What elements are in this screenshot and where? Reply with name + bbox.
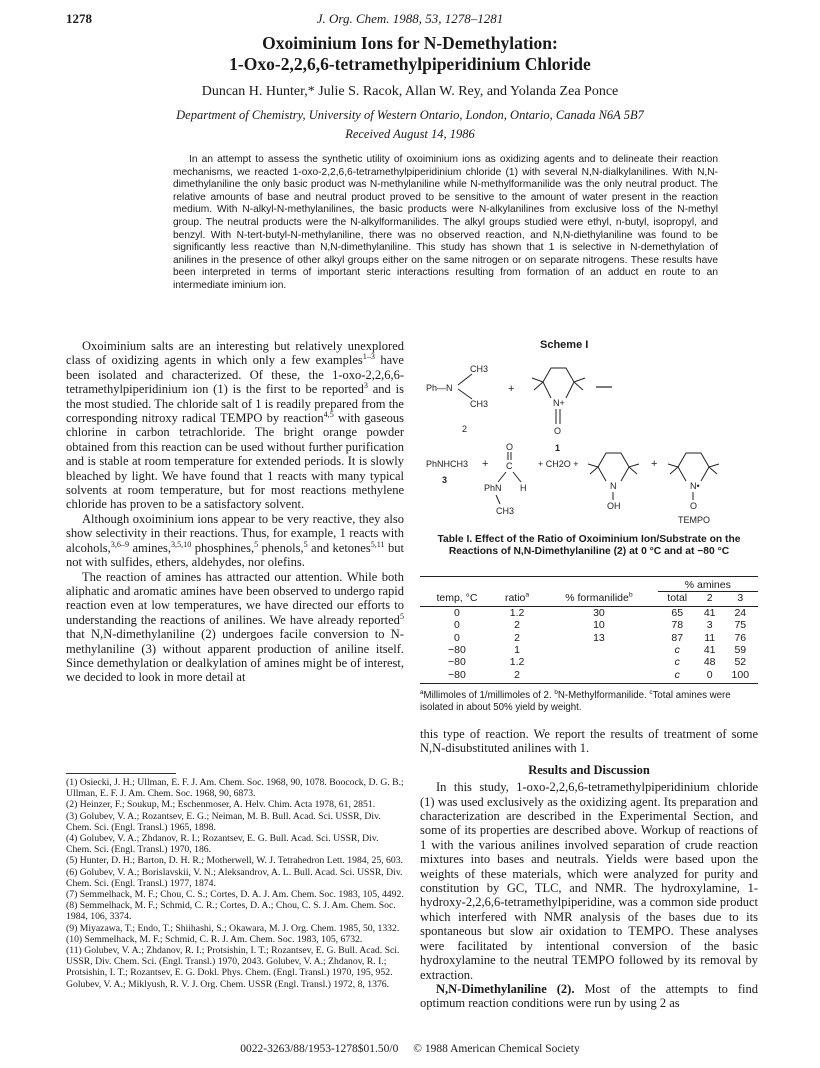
table-row: [420, 669, 758, 684]
bond: [458, 389, 472, 399]
phn-label: PhN: [484, 483, 502, 493]
cell-ratio: 2: [514, 619, 520, 632]
affiliation: Department of Chemistry, University of Western Ontario, London, Ontario, Canada N6A 5B7: [176, 108, 644, 122]
bond: [496, 495, 500, 504]
methyl-bond: [668, 464, 678, 467]
cell-ratio: 2: [494, 669, 540, 684]
cell-ratio: 2: [514, 631, 520, 644]
page-number: 1278: [66, 11, 92, 26]
cell-2: 0: [697, 669, 723, 684]
methyl-bond: [532, 378, 543, 382]
cell-total: 87: [671, 631, 684, 644]
cell-ratio: 1: [514, 644, 520, 657]
cell-temp: 0: [454, 619, 460, 632]
table-note-b: N-Methylformanilide.: [557, 690, 647, 701]
methyl-bond: [574, 382, 583, 390]
piperidinium-ring: [543, 368, 574, 398]
cell-temp: −80: [448, 656, 466, 669]
footnote: (5) Hunter, D. H.; Barton, D. H. R.; Motherwell, W. J. Tetrahedron Lett. 1984, 25, 603.: [66, 855, 403, 867]
tempo-ring: [678, 453, 709, 481]
footnote: (11) Golubev, V. A.; Zhdanov, R. I.; Protsishin, I. T.; Rozantsev, E. G. Bull. Acad. Sci. USSR, Div. Chem. Sci. (Engl. Transl.) 1970, 2043. Golubev, V. A.; Zhdanov, R. I.; Protsishin, I. T.; Rozantsev, E. G. Dokl. Phys. Chem. (Engl. Transl.) 1970, 195, 952. Golubev, V. A.; Miklyush, R. V. J. Org. Chem. USSR (Engl. Transl.) 1972, 8, 1376.: [66, 945, 400, 990]
cell-2: 41: [703, 606, 716, 619]
column-header-3: 3: [723, 592, 758, 606]
table-row: [420, 656, 758, 668]
cell-ratio: 1.2: [509, 606, 525, 619]
column-header-ratio: ratio$^a$: [494, 592, 540, 606]
methyl-bond: [709, 467, 717, 474]
journal-citation: J. Org. Chem. 1988, 53, 1278–1281: [316, 11, 504, 26]
cell-formanilide: 30: [593, 606, 605, 619]
bond: [598, 467, 606, 481]
cell-temp: 0: [454, 631, 460, 644]
copyright: © 1988 American Chemical Society: [413, 1043, 580, 1055]
nitroxyl-label: N•: [690, 481, 700, 491]
authors: Duncan H. Hunter,* Julie S. Racok, Allan W. Rey, and Yolanda Zea Ponce: [201, 84, 619, 99]
methyl-bond: [709, 464, 719, 467]
reaction-scheme: [420, 352, 758, 528]
table-row: [420, 632, 758, 644]
article-code: 0022-3263/88/1953-1278$01.50/0: [240, 1043, 399, 1055]
table-caption: Table I. Effect of the Ratio of Oxoiminium Ion/Substrate on the Reactions of N,N-Dimethylaniline (2) at 0 °C and at −80 °C: [437, 534, 741, 558]
received-date: Received August 14, 1986: [345, 127, 475, 141]
table-note-c: Total amines were isolated in about 50% yield by weight.: [420, 690, 731, 714]
bond: [543, 382, 551, 398]
results-paragraph-2: N,N-Dimethylaniline (2). Most of the attempts to find optimum reaction conditions were run by using 2 as: [420, 981, 758, 1011]
hydroxyl-label: OH: [607, 501, 621, 511]
compound-label-3: 3: [442, 475, 448, 485]
cell-total: 78: [671, 619, 684, 632]
page-footer: [0, 1043, 820, 1055]
cell-temp: −80: [448, 644, 466, 657]
footnote: (1) Osiecki, J. H.; Ullman, E. F. J. Am. Chem. Soc. 1968, 90, 1078. Boocock, D. G. B.; Ullman, E. F. J. Am. Chem. Soc. 1968, 90, 6873.: [66, 777, 404, 800]
results-paragraph-1: In this study, 1-oxo-2,2,6,6-tetramethylpiperidinium chloride (1) was used exclusively as the oxidizing agent. Its preparation and characterization are described in the Experimental Section, and some of its properties are described above. Workup of reactions of 1 with the various anilines involved separation of crude reaction mixtures into bases and neutrals. Yields were based upon the weights of these materials, which were analyzed for purity and constitution by GC, TLC, and NMR. The hydroxylamine, 1-hydroxy-2,2,6,6-tetramethylpiperidine, was a common side product which interfered with NMR analysis of the bases due to its spontaneous but slow air oxidation to TEMPO. These analyses were facilitated by intentional conversion of the basic hydroxylamine to the neutral TEMPO followed by its removal by extraction.: [420, 780, 758, 982]
table-row: [420, 619, 758, 631]
cell-total: c: [658, 669, 697, 684]
formaldehyde-label: + CH2O +: [538, 459, 579, 469]
footnote: (10) Semmelhack, M. F.; Schmid, C. R. J. Am. Chem. Soc. 1983, 105, 6732.: [66, 933, 363, 945]
methyl-label: CH3: [470, 364, 489, 374]
bond: [458, 374, 472, 385]
hydrogen-label: H: [520, 483, 527, 493]
cell-3: 75: [734, 619, 747, 632]
column-header-formanilide: % formanilide$^b$: [540, 592, 657, 606]
plus-sign: +: [508, 383, 515, 395]
cell-3: 52: [734, 656, 747, 669]
methyl-bond: [590, 467, 598, 474]
abstract-text: In an attempt to assess the synthetic utility of oxoiminium ions as oxidizing agents and to delineate their reaction mechanisms, we reacted 1-oxo-2,2,6,6-tetramethylpiperidinium chloride (1) with several N,N-dialkylanilines. With N,N-dimethylaniline the only basic product was N-methylaniline while N-methylformanilide was the only neutral product. The relative amounts of base and neutral product proved to be sensitive to the amount of water present in the reaction medium. With N-alkyl-N-methylanilines, the basic products were N-alkylanilines from exclusive loss of the N-methyl group. The neutral products were the N-alkylformanilides. The alkyl groups studied were ethyl, n-butyl, isopropyl, and benzyl. With N-tert-butyl-N-methylaniline, there was no observed reaction, and N,N-diethylaniline was found to be significantly less reactive than N,N-dimethylaniline. This study has shown that 1 is selective in N-demethylation of anilines in the presence of other alkyl groups either on the same nitrogen or on separate nitrogens. These results have been interpreted in terms of important steric interactions resulting from formation of an adduct en route to an intermediate iminium ion.: [173, 154, 718, 291]
column-header-2: 2: [697, 592, 723, 606]
oxygen-label: O: [554, 426, 562, 436]
cell-formanilide: [540, 669, 657, 684]
plus-sign: +: [651, 458, 658, 470]
n-plus-label: N+: [553, 398, 565, 408]
bond: [498, 472, 506, 482]
cell-ratio: 1.2: [509, 656, 525, 669]
cell-total: c: [674, 644, 680, 657]
nitrogen-label: N: [610, 481, 617, 491]
methyl-bond: [574, 378, 585, 382]
amines-group-header: % amines: [658, 577, 758, 592]
cell-total: c: [674, 656, 680, 669]
cell-2: 3: [706, 619, 713, 632]
carbon-label: C: [506, 461, 513, 471]
column-header-total: total: [658, 592, 697, 606]
cell-total: 65: [671, 606, 684, 619]
section-heading: Results and Discussion: [528, 762, 650, 777]
methyl-bond: [629, 464, 639, 467]
cell-3: 59: [734, 644, 747, 657]
body-left-column: [66, 339, 404, 685]
subsection-heading: N,N-Dimethylaniline (2).: [436, 981, 575, 996]
body-right-column: [420, 727, 758, 1011]
cell-temp: −80: [420, 669, 494, 684]
intro-paragraph-2: Although oxoiminium ions appear to be very reactive, they also show selectivity in their reactions. Thus, for example, 1 reacts with alcohols,$^{3,6-9}$ amines,$^{3,5,10}$ phosphines,$^5$ phenols,$^5$ and ketones$^{5,11}$ but not with sulfides, ethers, aldehydes, nor olefins.: [66, 511, 404, 570]
footnote: (9) Miyazawa, T.; Endo, T.; Shiihashi, S.; Okawara, M. J. Org. Chem. 1985, 50, 1332.: [66, 922, 400, 934]
cell-2: 48: [703, 656, 716, 669]
cell-2: 41: [703, 644, 716, 657]
cell-formanilide: [540, 644, 657, 656]
column-header-temp: temp, °C: [420, 592, 494, 606]
table-row: [420, 606, 758, 619]
intro-paragraph-1: Oxoiminium salts are an interesting but relatively unexplored class of oxidizing agents in which only a few examples$^{1-3}$ have been isolated and characterized. Of these, the 1-oxo-2,2,6,6-tetramethylpiperidinium ion (1) is the first to be reported$^3$ and is the most studied. The chloride salt of 1 is readily prepared from the corresponding nitroxy radical TEMPO by reaction$^{4,5}$ with gaseous chlorine in carbon tetrachloride. The bright orange powder obtained from this reaction can be used without further purification and is stable at room temperature for extended periods. It is slowly bleached by light. We have found that 1 reacts with many typical solvents at room temperature, but for most reactions methylene chloride has proven to be a satisfactory solvent.: [66, 339, 404, 512]
tempo-label: TEMPO: [678, 515, 711, 525]
scheme-title: Scheme I: [540, 339, 589, 351]
cell-3: 76: [734, 631, 747, 644]
methyl-label: CH3: [470, 399, 489, 409]
cell-temp: 0: [454, 606, 460, 619]
cell-formanilide: 13: [593, 631, 605, 644]
footnote: (3) Golubev, V. A.; Rozantsev, E. G.; Neiman, M. B. Bull. Acad. Sci. USSR, Div. Chem. Sci. (Engl. Transl.) 1965, 1898.: [66, 810, 381, 833]
scheme-row-2: [426, 442, 719, 525]
footnote: (4) Golubev, V. A.; Zhdanov, R. I.; Rozantsev, E. G. Bull. Acad. Sci. USSR, Div. Chem. Sci. (Engl. Transl.) 1970, 186.: [66, 833, 379, 856]
methyl-bond: [629, 467, 637, 474]
cell-3: 100: [723, 669, 758, 684]
bond: [513, 472, 521, 482]
compound-label-2: 2: [462, 424, 468, 434]
methylaniline-label: PhNHCH3: [426, 459, 469, 469]
footnote: (2) Heinzer, F.; Soukup, M.; Eschenmoser, A. Helv. Chim. Acta 1978, 61, 2851.: [66, 799, 376, 811]
intro-paragraph-3: The reaction of amines has attracted our attention. While both aliphatic and aromatic amines have been observed to undergo rapid reaction even at low temperatures, we have directed our efforts to understanding the reactions of anilines. We have already reported$^5$ that N,N-dimethylaniline (2) undergoes facile conversion to N-methylaniline (3) without apparent production of aniline itself. Since demethylation or dealkylation of amines might be of interest, we decided to look in more detail at: [66, 569, 404, 685]
footnote: (8) Semmelhack, M. F.; Schmid, C. R.; Cortes, D. A.; Chou, C. S. J. Am. Chem. Soc. 1984, 106, 3374.: [66, 900, 396, 923]
footnote-rule: [66, 773, 176, 774]
abstract: [173, 154, 718, 293]
cell-3: 24: [734, 606, 747, 619]
methyl-label: CH3: [496, 506, 515, 516]
results-table: [420, 576, 758, 684]
methyl-bond: [588, 464, 598, 467]
footnote: (7) Semmelhack, M. F.; Chou, C. S.; Cortes, D. A. J. Am. Chem. Soc. 1983, 105, 4492.: [66, 889, 404, 901]
ph-n-label: Ph—N: [426, 383, 453, 393]
title-line-1: Oxoiminium Ions for N-Demethylation:: [262, 33, 558, 53]
methyl-bond: [670, 467, 678, 474]
bond: [678, 467, 686, 481]
cell-2: 11: [704, 631, 716, 644]
table-row: [420, 644, 758, 656]
methyl-bond: [534, 382, 543, 390]
oxygen-label: O: [506, 442, 514, 452]
cell-formanilide: [540, 656, 657, 668]
title-line-2: 1-Oxo-2,2,6,6-tetramethylpiperidinium Chloride: [229, 54, 591, 74]
plus-sign: +: [482, 458, 489, 470]
oxygen-label: O: [690, 501, 698, 511]
hydroxypiperidine-ring: [598, 453, 629, 481]
article-title: [60, 33, 760, 75]
table-note-a: Millimoles of 1/millimoles of 2.: [423, 690, 552, 701]
compound-label-1: 1: [555, 443, 561, 453]
scheme-row-1: [426, 364, 612, 453]
continuation-paragraph: this type of reaction. We report the results of treatment of some N,N-disubstituted anilines with 1.: [420, 727, 758, 756]
footnotes: [66, 773, 404, 990]
cell-formanilide: 10: [593, 619, 605, 632]
footnote: (6) Golubev, V. A.; Borislavskii, V. N.; Aleksandrov, A. L. Bull. Acad. Sci. USSR, Div. Chem. Sci. (Engl. Transl.) 1977, 1874.: [66, 866, 403, 889]
table-footnotes: $^a$Millimoles of 1/millimoles of 2. $^b$N-Methylformanilide. $^c$Total amines were isolated in about 50% yield by weight.: [420, 688, 731, 714]
